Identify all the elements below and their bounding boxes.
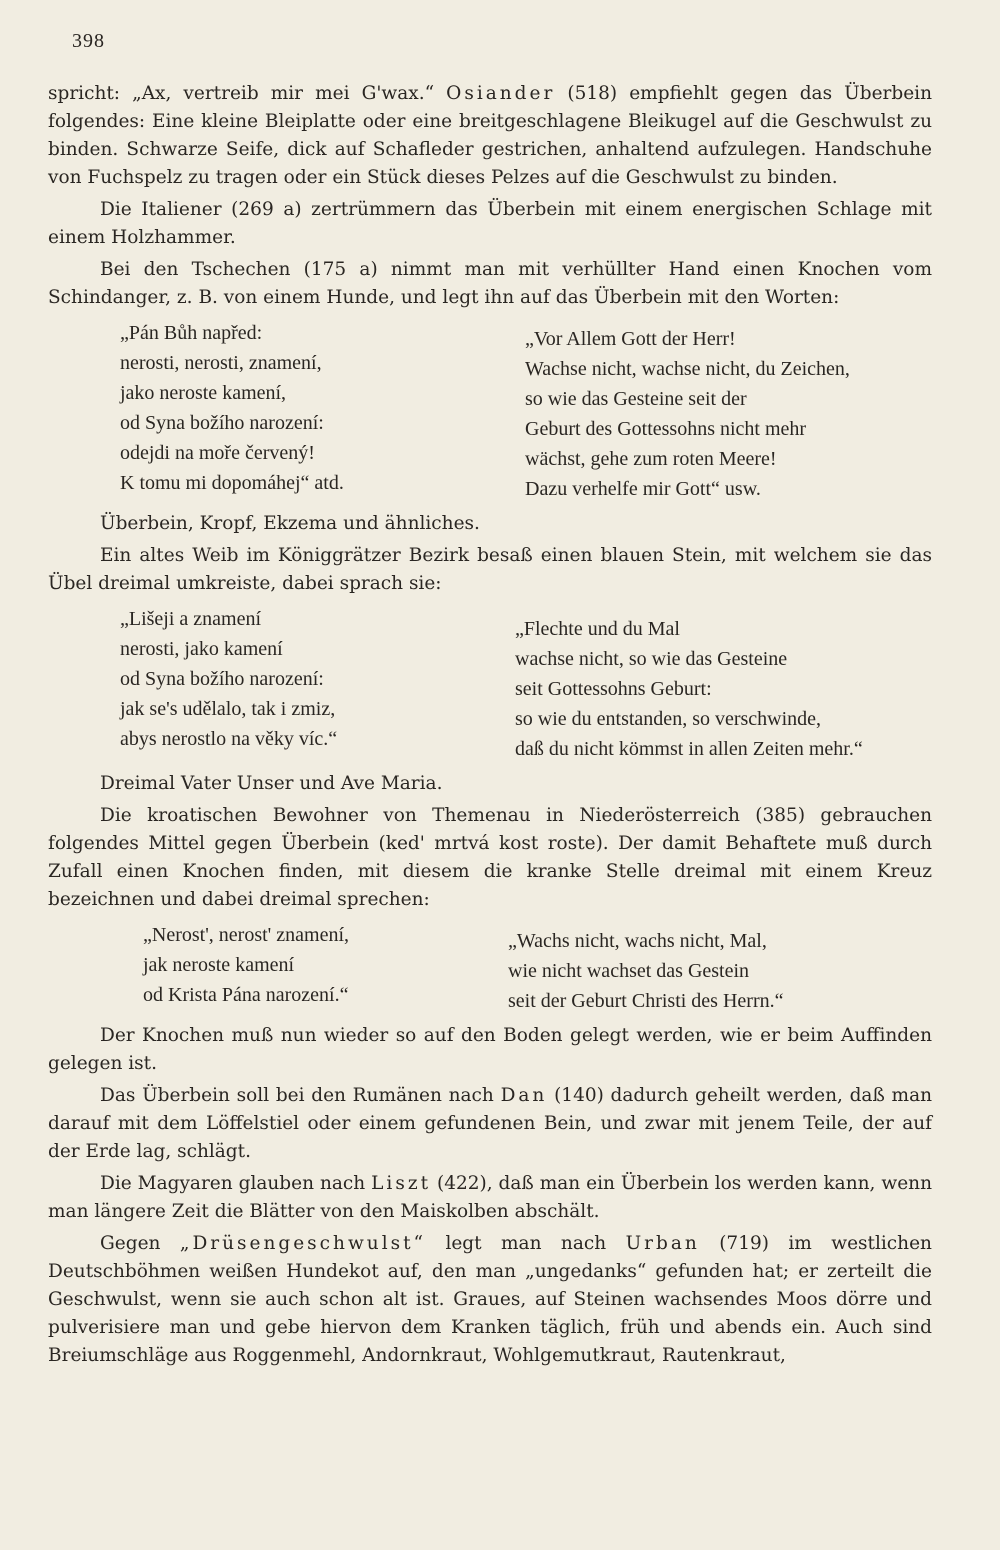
- paragraph-magyars: [48, 1170, 932, 1226]
- p9-rest: (422), daß man ein Überbein los werden kann, wenn man längere Zeit die Blätter von den Maiskolben abschält.: [48, 1173, 932, 1222]
- verse-line: so wie das Gesteine seit der: [525, 388, 747, 410]
- p9-start: Die Magyaren glauben nach: [100, 1173, 366, 1194]
- verse-line: „Vor Allem Gott der Herr!: [525, 328, 736, 350]
- verse-line: odejdi na moře červený!: [120, 442, 315, 464]
- author-liszt: Liszt: [371, 1173, 432, 1194]
- verse-3: [48, 920, 932, 1016]
- verse-line: nerosti, nerosti, znamení,: [120, 352, 322, 374]
- verse-2-german: [505, 604, 863, 764]
- paragraph-italians: Die Italiener (269 a) zertrümmern das Überbein mit einem energischen Schlage mit einem Holzhammer.: [48, 199, 932, 248]
- verse-line: nerosti, jako kamení: [120, 638, 283, 660]
- verse-3-czech: [48, 920, 498, 1016]
- page-number: 398: [72, 30, 105, 52]
- p10-mid: legt man nach: [445, 1233, 607, 1254]
- p1-rest: (518) empfiehlt gegen das Überbein folgendes: Eine kleine Bleiplatte oder eine breitgeschlagene Bleikugel auf die Geschwulst zu binden. Schwarze Seife, dick auf Schafleder gestrichen, anhaltend aufzulegen. Handschuhe von Fuchspelz zu tragen oder ein Stück dieses Pelzes auf die Geschwulst zu binden.: [48, 83, 933, 188]
- verse-3-german: [498, 920, 783, 1016]
- author-osiander: Osiander: [446, 83, 556, 104]
- verse-line: Geburt des Gottessohns nicht mehr: [525, 418, 807, 440]
- p8-rest: (140) dadurch geheilt werden, daß man darauf mit dem Löffelstiel oder einem gefundenen Bein, und zwar mit jenem Teile, der auf der Erde lag, schlägt.: [48, 1085, 933, 1162]
- verse-line: wächst, gehe zum roten Meere!: [525, 448, 777, 470]
- verse-line: jako neroste kamení,: [120, 382, 287, 404]
- author-urban: Urban: [625, 1233, 700, 1254]
- verse-line: K tomu mi dopomáhej“ atd.: [120, 472, 344, 494]
- p8-start: Das Überbein soll bei den Rumänen nach: [100, 1085, 494, 1106]
- verse-line: so wie du entstanden, so verschwinde,: [515, 708, 822, 730]
- verse-line: „Nerost', nerost' znamení,: [143, 924, 350, 946]
- paragraph-1: [48, 80, 932, 192]
- verse-line: „Wachs nicht, wachs nicht, Mal,: [508, 930, 767, 952]
- p1-start: spricht: „Ax, vertreib mir mei G'wax.“: [48, 83, 435, 104]
- verse-line: od Krista Pána narození.“: [143, 984, 349, 1006]
- author-dan: Dan: [500, 1085, 548, 1106]
- verse-line: wachse nicht, so wie das Gesteine: [515, 648, 788, 670]
- verse-line: Wachse nicht, wachse nicht, du Zeichen,: [525, 358, 850, 380]
- paragraph-old-woman: Ein altes Weib im Königgrätzer Bezirk besaß einen blauen Stein, mit welchem sie das Übel dreimal umkreiste, dabei sprach sie:: [48, 545, 932, 594]
- verse-line: abys nerostlo na věky víc.“: [120, 728, 338, 750]
- verse-2: [48, 604, 932, 764]
- page-body: [48, 80, 932, 1374]
- paragraph-bone: Der Knochen muß nun wieder so auf den Boden gelegt werden, wie er beim Auffinden gelegen ist.: [48, 1025, 932, 1074]
- verse-line: seit der Geburt Christi des Herrn.“: [508, 990, 784, 1012]
- verse-line: wie nicht wachset das Gestein: [508, 960, 750, 982]
- verse-line: Dazu verhelfe mir Gott“ usw.: [525, 478, 761, 500]
- p10-rest: (719) im westlichen Deutschböhmen weißen Hundekot auf, den man „ungedanks“ gefunden hat; er zerteilt die Geschwulst, wenn sie auch schon alt ist. Graues, auf Steinen wachsendes Moos dörre und pulverisiere man und gebe hiervon dem Kranken täglich, früh und abends ein. Auch sind Breiumschläge aus Roggenmehl, Andornkraut, Wohlgemutkraut, Rautenkraut,: [48, 1233, 932, 1366]
- verse-line: jak se's udělalo, tak i zmiz,: [120, 698, 336, 720]
- paragraph-croatians: Die kroatischen Bewohner von Themenau in Niederösterreich (385) gebrauchen folgendes Mittel gegen Überbein (ked' mrtvá kost roste). Der damit Behaftete muß durch Zufall einen Knochen finden, mit diesem die kranke Stelle dreimal mit einem Kreuz bezeichnen und dabei dreimal sprechen:: [48, 805, 932, 910]
- verse-2-czech: [48, 604, 505, 764]
- verse-line: seit Gottessohns Geburt:: [515, 678, 712, 700]
- verse-line: „Flechte und du Mal: [515, 618, 680, 640]
- verse-line: daß du nicht kömmst in allen Zeiten mehr.“: [515, 738, 863, 760]
- verse-1-german: [505, 318, 850, 504]
- verse-line: „Pán Bůh napřed:: [120, 322, 263, 344]
- verse-1-czech: [48, 318, 505, 504]
- verse-line: od Syna božího narození:: [120, 412, 324, 434]
- verse-line: „Lišeji a znamení: [120, 608, 262, 630]
- paragraph-romanians: [48, 1082, 932, 1166]
- verse-line: od Syna božího narození:: [120, 668, 324, 690]
- paragraph-prayer: Dreimal Vater Unser und Ave Maria.: [100, 773, 443, 794]
- term-druesengeschwulst: „Drüsengeschwulst“: [179, 1233, 427, 1254]
- verse-line: jak neroste kamení: [143, 954, 295, 976]
- paragraph-glands: [48, 1230, 932, 1370]
- paragraph-czechs: Bei den Tschechen (175 a) nimmt man mit verhüllter Hand einen Knochen vom Schindanger, z. B. von einem Hunde, und legt ihn auf das Überbein mit den Worten:: [48, 259, 932, 308]
- verse-1: [48, 318, 932, 504]
- p10-start: Gegen: [100, 1233, 161, 1254]
- section-heading: Überbein, Kropf, Ekzema und ähnliches.: [100, 513, 480, 534]
